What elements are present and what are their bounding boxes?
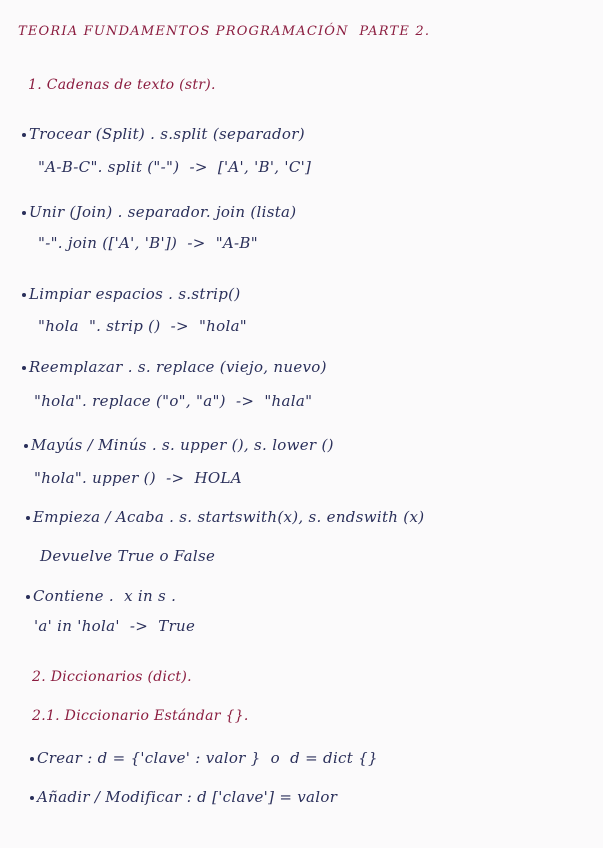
list-item-modify-dict xyxy=(30,788,337,806)
item-label: Trocear (Split) . s.split (separador) xyxy=(29,125,305,143)
example-replace: "hola". replace ("o", "a") -> "hala" xyxy=(34,392,313,410)
bullet-dot xyxy=(30,757,34,761)
bullet-dot xyxy=(22,366,26,370)
example-strip: "hola ". strip () -> "hola" xyxy=(38,317,248,335)
list-item-contains xyxy=(26,587,176,605)
list-item-strip xyxy=(22,285,240,303)
item-label: Crear : d = {'clave' : valor } o d = dict {} xyxy=(37,749,378,767)
item-label: Añadir / Modificar : d ['clave'] = valor xyxy=(37,788,338,806)
bullet-dot xyxy=(22,293,26,297)
bullet-dot xyxy=(26,595,30,599)
item-label: Mayús / Minús . s. upper (), s. lower () xyxy=(31,436,334,454)
item-label: Empieza / Acaba . s. startswith(x), s. endswith (x) xyxy=(33,508,425,526)
example-join: "-". join (['A', 'B']) -> "A-B" xyxy=(38,234,258,252)
bullet-dot xyxy=(30,796,34,800)
bullet-dot xyxy=(22,133,26,137)
item-label: Reemplazar . s. replace (viejo, nuevo) xyxy=(29,358,327,376)
example-upper: "hola". upper () -> HOLA xyxy=(34,469,242,487)
list-item-split xyxy=(22,125,305,143)
list-item-startswith xyxy=(26,508,424,526)
list-item-create-dict xyxy=(30,749,378,767)
list-item-replace xyxy=(22,358,327,376)
example-split: "A-B-C". split ("-") -> ['A', 'B', 'C'] xyxy=(38,158,312,176)
bullet-dot xyxy=(22,211,26,215)
section-2-1-heading: 2.1. Diccionario Estándar {}. xyxy=(32,708,249,724)
item-label: Unir (Join) . separador. join (lista) xyxy=(29,203,297,221)
section-2-heading: 2. Diccionarios (dict). xyxy=(32,669,192,685)
list-item-upper-lower xyxy=(24,436,334,454)
example-contains: 'a' in 'hola' -> True xyxy=(34,617,196,635)
example-startswith: Devuelve True o False xyxy=(40,547,216,565)
item-label: Contiene . x in s . xyxy=(33,587,177,605)
bullet-dot xyxy=(24,444,28,448)
item-label: Limpiar espacios . s.strip() xyxy=(29,285,241,303)
bullet-dot xyxy=(26,516,30,520)
page-title: TEORIA FUNDAMENTOS PROGRAMACIÓN PARTE 2. xyxy=(18,24,431,39)
section-1-heading: 1. Cadenas de texto (str). xyxy=(28,77,216,93)
list-item-join xyxy=(22,203,296,221)
